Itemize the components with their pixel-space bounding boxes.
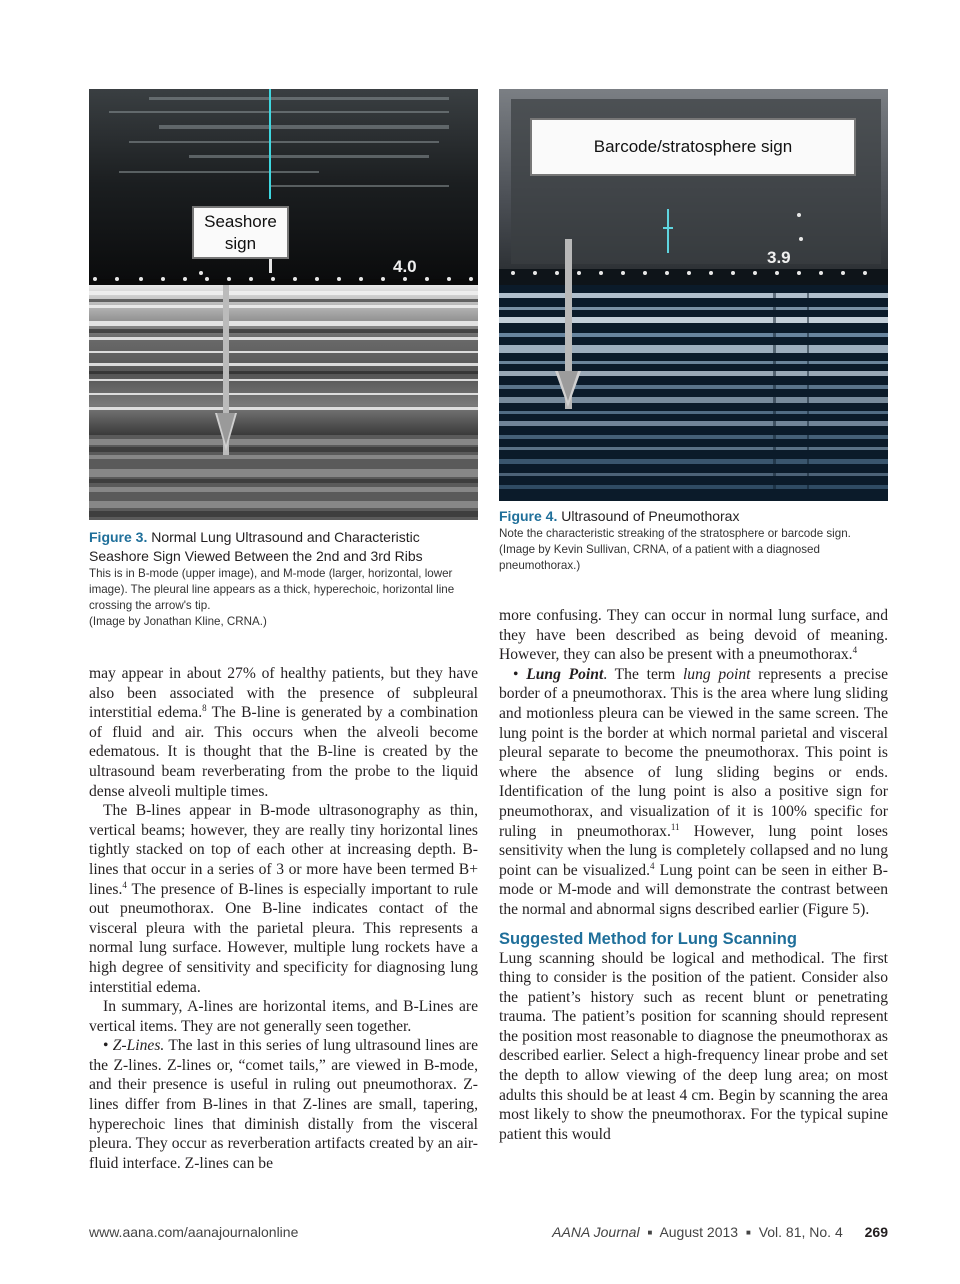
figure-3-caption-body: This is in B-mode (upper image), and M-mode (larger, horizontal, lower image). The pleural line appears as a thick, hyperechoic, horizontal line crossing the arrow's tip.: [89, 567, 455, 612]
volume-info: Vol. 81, No. 4: [758, 1224, 843, 1240]
left-column: [89, 664, 478, 1173]
right-paragraph-1: more confusing. They can occur in normal lung surface, and they have been described as being devoid of meaning. However, they can also be present with a pneumothorax.$^4$: [499, 607, 888, 664]
journal-name: AANA Journal: [552, 1224, 640, 1240]
figure-3-title-text: Normal Lung Ultrasound and Characteristic Seashore Sign Viewed Between the 2nd and 3rd Ribs: [89, 529, 423, 564]
left-paragraph-4: • Z-Lines. The last in this series of lung ultrasound lines are the Z-lines. Z-lines or, “comet tails,” are viewed in B-mode, and their presence is useful in ruling out pneumothorax. Z-lines differ from B-lines in that Z-lines are small, tapering, hyperechoic lines that diminish distally from the visceral pleura. They occur as reverberation artifacts created by an air-fluid interface. Z-lines can be: [89, 1037, 479, 1172]
figure-4-caption: [499, 507, 889, 574]
issue-date: August 2013: [659, 1224, 739, 1240]
z-lines-term: Z-Lines.: [112, 1037, 165, 1055]
figure-4-number: Figure 4.: [499, 508, 558, 524]
section-heading: Suggested Method for Lung Scanning: [499, 929, 797, 948]
figure-4-caption-title: [499, 507, 889, 526]
figure-3-caption-credit: (Image by Jonathan Kline, CRNA.): [89, 615, 267, 628]
figure-4-depth-label: 3.9: [767, 248, 791, 267]
right-paragraph-3: Lung scanning should be logical and methodical. The first thing to consider is the position of the patient. Consider also the patient’s history such as recent blunt or penetrating trauma. The patient’s position for scanning should represent the position most reasonable to diagnose the pneumothorax as described earlier. Select a high-frequency linear probe and set the depth to allow viewing of the deep lung area; on most adults this should be at least 4 cm. Begin by scanning the area most likely to show the pneumothorax. For the typical supine patient this would: [499, 949, 888, 1143]
right-column: [499, 606, 888, 1144]
left-paragraph-3: In summary, A-lines are horizontal items, and B-Lines are vertical items. They are not generally seen together.: [89, 998, 478, 1035]
seashore-sign-label: Seashore sign: [192, 206, 289, 259]
figure-3-number: Figure 3.: [89, 529, 148, 545]
footer-journal-info: [552, 1224, 888, 1240]
figure-4-image: [499, 89, 888, 501]
separator-icon: ■: [745, 1228, 751, 1237]
right-paragraph-2: • Lung Point. The term lung point represents a precise border of a pneumothorax. This is the area where lung sliding and motionless pleura can be viewed in the same screen. The lung point is the border at which normal parietal and visceral pleural separate to become the pneumothorax. This point is where the absence of lung sliding begins or ends. Identification of the lung point is also a positive sign for pneumothorax, and visualization of it is 100% specific for ruling in pneumothorax.$^{11}$ However, lung point loses sensitivity when the lung is completely collapsed and no lung point can be visualized.$^4$ Lung point can be seen in either B- mode or M-mode and will demonstrate the contrast between the normal and abnormal signs described earlier (Figure 5).: [499, 665, 888, 918]
citation: 11: [670, 821, 680, 832]
left-paragraph-1: may appear in about 27% of healthy patients, but they have also been associated with the presence of subpleural interstitial edema.$^8$ The B-line is generated by a combination of fluid and air. This occurs when the alveoli become edematous. It is thought that the B-line is created by the ultrasound beam reverberating from the probe to the liquid dense alveoli multiple times.: [89, 665, 479, 800]
page-number: 269: [864, 1224, 888, 1240]
lung-point-term: Lung Point: [526, 665, 604, 683]
separator-icon: ■: [647, 1228, 653, 1237]
citation: 4: [650, 860, 655, 871]
citation: 4: [852, 645, 858, 655]
footer-url[interactable]: www.aana.com/aanajournalonline: [89, 1224, 299, 1240]
figure-4-title-text: Ultrasound of Pneumothorax: [561, 508, 740, 524]
figure-3-caption: [89, 528, 479, 630]
figure-3-ultrasound: [89, 89, 478, 520]
figure-3-depth-label: 4.0: [393, 257, 417, 276]
figure-3-image: [89, 89, 478, 520]
citation: 4: [122, 879, 127, 890]
barcode-sign-label: Barcode/stratosphere sign: [530, 118, 856, 176]
citation: 8: [202, 703, 207, 713]
figure-3-caption-title: [89, 528, 479, 566]
left-paragraph-2: The B-lines appear in B-mode ultrasonography as thin, vertical beams; however, they are really tiny horizontal lines tightly stacked on top of each other at increasing depth. B-lines that occur in a series of 3 or more have been termed B+ lines.$^4$ The presence of B-lines is especially important to rule out pneumothorax. One B-line indicates contact of the visceral pleura with the parietal pleura. This represents a normal lung surface. However, multiple lung rockets have a high degree of sensitivity and specificity for diagnosing lung interstitial edema.: [89, 802, 478, 996]
figure-4-caption-body: Note the characteristic streaking of the stratosphere or barcode sign. (Image by Kevin Sullivan, CRNA, of a patient with a diagnosed pneumothorax.): [499, 527, 851, 572]
